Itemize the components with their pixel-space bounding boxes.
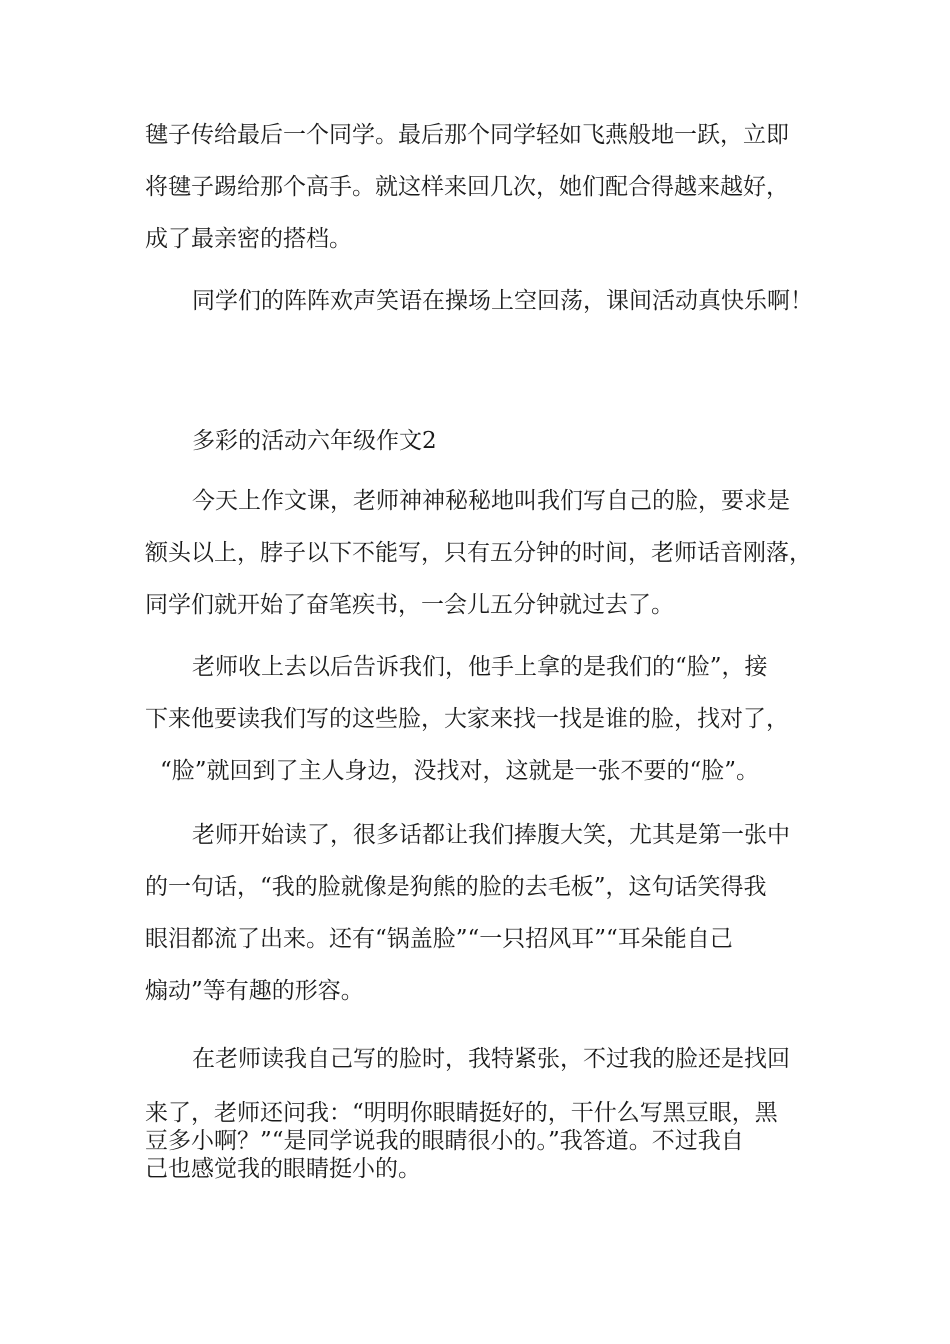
paragraph-line: 眼泪都流了出来。还有“锅盖脸”“一只招风耳”“耳朵能自己 (145, 926, 733, 952)
paragraph-line: 老师收上去以后告诉我们，他手上拿的是我们的“脸”，接 (192, 654, 768, 680)
paragraph-line: 成了最亲密的搭档。 (145, 226, 352, 252)
section-title: 多彩的活动六年级作文2 (192, 428, 437, 454)
paragraph-line: 来了，老师还问我：“明明你眼睛挺好的，干什么写黑豆眼，黑 (145, 1100, 778, 1126)
paragraph-line: 煽动”等有趣的形容。 (145, 978, 364, 1004)
paragraph-line: 下来他要读我们写的这些脸，大家来找一找是谁的脸，找对了， (145, 706, 789, 732)
paragraph-line: 的一句话，“我的脸就像是狗熊的脸的去毛板”，这句话笑得我 (145, 874, 767, 900)
paragraph-line: 今天上作文课，老师神神秘秘地叫我们写自己的脸，要求是 (192, 488, 790, 514)
paragraph-line: 在老师读我自己写的脸时，我特紧张，不过我的脸还是找回 (192, 1046, 790, 1072)
paragraph-line: 将毽子踢给那个高手。就这样来回几次，她们配合得越来越好， (145, 174, 789, 200)
paragraph-line: 毽子传给最后一个同学。最后那个同学轻如飞燕般地一跃，立即 (145, 122, 789, 148)
paragraph-line: 豆多小啊？”“是同学说我的眼睛很小的。”我答道。不过我自 (145, 1128, 744, 1154)
paragraph-line: 己也感觉我的眼睛挺小的。 (145, 1156, 421, 1182)
paragraph-line: “脸”就回到了主人身边，没找对，这就是一张不要的“脸”。 (160, 758, 760, 784)
paragraph-line: 老师开始读了，很多话都让我们捧腹大笑，尤其是第一张中 (192, 822, 790, 848)
paragraph-line: 同学们的阵阵欢声笑语在操场上空回荡，课间活动真快乐啊！ (192, 288, 813, 314)
paragraph-line: 额头以上，脖子以下不能写，只有五分钟的时间，老师话音刚落， (145, 540, 812, 566)
paragraph-line: 同学们就开始了奋笔疾书，一会儿五分钟就过去了。 (145, 592, 674, 618)
